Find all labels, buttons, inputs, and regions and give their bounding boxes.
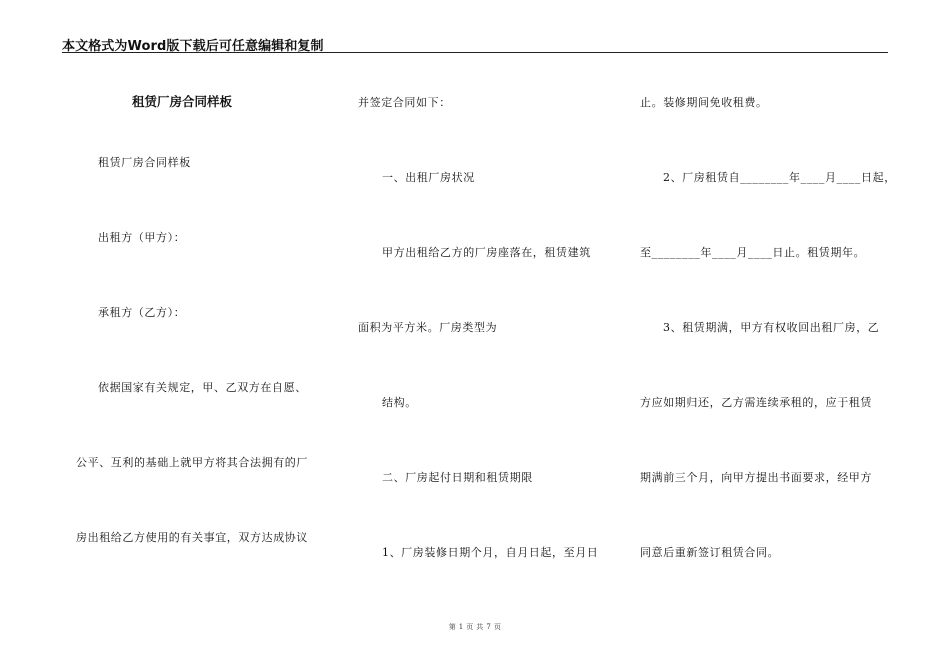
paragraph-line: 甲方出租给乙方的厂房座落在，租赁建筑 (382, 246, 591, 259)
paragraph-line: 同意后重新签订租赁合同。 (640, 546, 780, 559)
column-2 (355, 0, 610, 600)
paragraph-line: 2、厂房租赁自________年____月____日起， (663, 171, 896, 184)
page-number: 第 1 页 共 7 页 (448, 623, 502, 631)
paragraph-line: 止。装修期间免收租费。 (640, 96, 768, 109)
paragraph-line: 公平、互利的基础上就甲方将其合法拥有的厂 (76, 456, 308, 469)
paragraph-line: 租赁厂房合同样板 (98, 156, 191, 169)
paragraph-line: 并签定合同如下： (358, 96, 451, 109)
section-heading: 一、出租厂房状况 (382, 171, 475, 184)
paragraph-line: 方应如期归还，乙方需连续承租的，应于租赁 (640, 396, 872, 409)
paragraph-line: 房出租给乙方使用的有关事宜，双方达成协议 (76, 531, 308, 544)
paragraph-line: 出租方（甲方）： (98, 231, 186, 244)
paragraph-line: 期满前三个月，向甲方提出书面要求，经甲方 (640, 471, 872, 484)
paragraph-line: 1、厂房装修日期个月，自月日起，至月日 (382, 546, 599, 559)
paragraph-line: 面积为平方米。厂房类型为 (358, 321, 498, 334)
paragraph-line: 至________年____月____日止。租赁期年。 (640, 246, 866, 259)
paragraph-line: 承租方（乙方）： (98, 306, 186, 319)
paragraph-line: 依据国家有关规定，甲、乙双方在自愿、 (98, 381, 307, 394)
header-text: 本文格式为Word版下载后可任意编辑和复制 (62, 39, 324, 54)
section-heading: 二、厂房起付日期和租赁期限 (382, 471, 533, 484)
paragraph-line: 结构。 (382, 396, 417, 409)
document-title: 租赁厂房合同样板 (132, 94, 233, 109)
paragraph-line: 3、租赁期满，甲方有权收回出租厂房，乙 (663, 321, 880, 334)
column-1 (72, 0, 327, 600)
column-3 (637, 0, 896, 600)
